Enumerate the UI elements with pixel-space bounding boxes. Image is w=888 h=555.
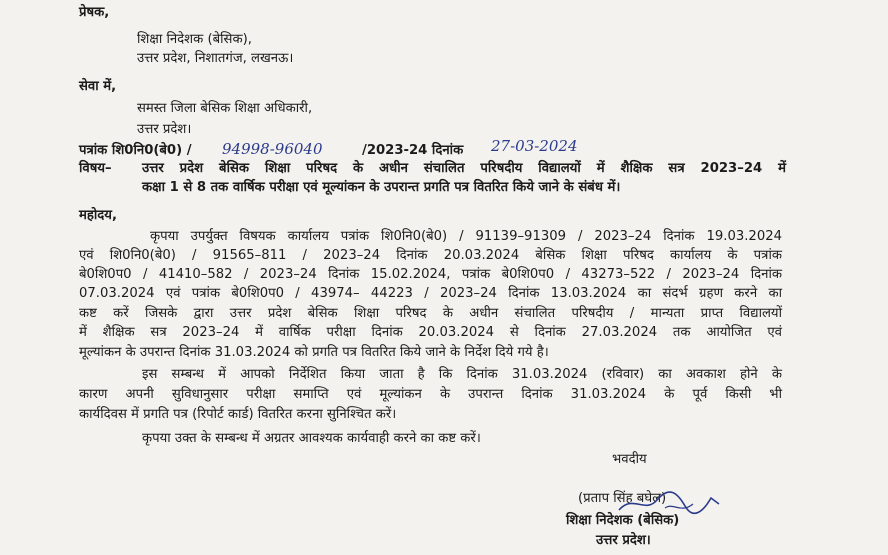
signatory-state: उत्तर प्रदेश। xyxy=(596,533,651,548)
sender-line-2: उत्तर प्रदेश, निशातगंज, लखनऊ। xyxy=(137,51,294,66)
signatory-name: (प्रताप सिंह बघेल) xyxy=(578,491,667,506)
subject-line-1: उत्तर प्रदेश बेसिक शिक्षा परिषद के अधीन संचालित परिषदीय विद्यालयों में शैक्षिक सत्र 2023–24 में xyxy=(142,161,786,176)
body-line-8: इस सम्बन्ध में आपको निर्देशित किया जाता है कि दिनांक 31.03.2024 (रविवार) का अवकाश होने के xyxy=(142,367,782,382)
subject-line-2: कक्षा 1 से 8 तक वार्षिक परीक्षा एवं मूल्यांकन के उपरान्त प्रगति पत्र वितरित किये जाने के संबंध में। xyxy=(142,180,621,195)
body-line-4: 07.03.2024 एवं पत्रांक बे0शि0प0 / 43974– 44223 / 2023–24 दिनांक 13.03.2024 का संदर्भ ग्रहण करने का xyxy=(79,286,782,301)
body-line-6: में शैक्षिक सत्र 2023–24 में वार्षिक परीक्षा दिनांक 20.03.2024 से दिनांक 27.03.2024 तक आयोजित एवं xyxy=(79,325,782,340)
reference-date-handwritten: 27-03-2024 xyxy=(491,137,578,155)
reference-prefix: पत्रांक शि0नि0(बे0) / xyxy=(79,143,192,158)
recipient-label: सेवा में, xyxy=(79,79,117,94)
body-line-9: कारण अपनी सुविधानुसार परीक्षा समाप्ति एवं मूल्यांकन के उपरान्त दिनांक 31.03.2024 के पूर्व किसी भी xyxy=(79,387,782,402)
closing: भवदीय xyxy=(612,452,647,467)
salutation: महोदय, xyxy=(79,208,117,223)
reference-number-handwritten: 94998-96040 xyxy=(222,140,323,158)
body-line-5: कष्ट करें जिसके द्वारा उत्तर प्रदेश बेसिक शिक्षा परिषद के अधीन संचालित परिषदीय / मान्यता प्राप्त विद्यालयों xyxy=(79,306,782,321)
sender-line-1: शिक्षा निदेशक (बेसिक), xyxy=(137,32,252,47)
sender-label: प्रेषक, xyxy=(79,5,110,20)
body-line-1: कृपया उपर्युक्त विषयक कार्यालय पत्रांक शि0नि0(बे0) / 91139–91309 / 2023–24 दिनांक 19.03.2024 xyxy=(150,229,782,244)
body-line-7: मूल्यांकन के उपरान्त दिनांक 31.03.2024 को प्रगति पत्र वितरित किये जाने के निर्देश दिये गये है। xyxy=(79,345,549,360)
body-line-11: कृपया उक्त के सम्बन्ध में अग्रतर आवश्यक कार्यवाही करने का कष्ट करें। xyxy=(142,431,481,446)
body-line-10: कार्यदिवस में प्रगति पत्र (रिपोर्ट कार्ड) वितरित करना सुनिश्चित करें। xyxy=(79,407,397,422)
subject-label: विषय– xyxy=(79,161,112,176)
body-line-3: बे0शि0प0 / 41410–582 / 2023–24 दिनांक 15.02.2024, पत्रांक बे0शि0प0 / 43273–522 / 2023–24 दिनांक xyxy=(79,267,782,282)
reference-year: /2023-24 दिनांक xyxy=(362,143,464,158)
recipient-line-1: समस्त जिला बेसिक शिक्षा अधिकारी, xyxy=(137,101,313,116)
recipient-line-2: उत्तर प्रदेश। xyxy=(137,122,192,137)
signatory-designation: शिक्षा निदेशक (बेसिक) xyxy=(566,513,680,528)
body-line-2: एवं शि0नि0(बे0) / 91565–811 / 2023–24 दिनांक 20.03.2024 बेसिक शिक्षा परिषद कार्यालय के पत्रांक xyxy=(79,248,782,263)
